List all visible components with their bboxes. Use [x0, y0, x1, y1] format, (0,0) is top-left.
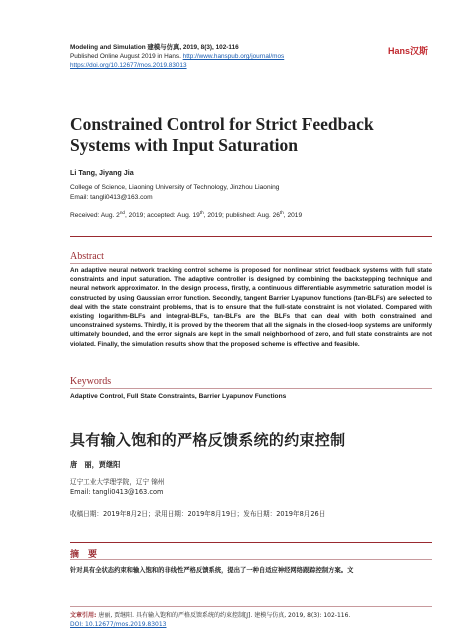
cn-paper-title: 具有输入饱和的严格反馈系统的约束控制 — [70, 431, 346, 449]
keywords-text: Adaptive Control, Full State Constraints, Barrier Lyapunov Functions — [70, 393, 287, 400]
abstract-text: An adaptive neural network tracking control scheme is proposed for nonlinear strict feedback systems with full state constraints and input saturation. The adaptive controller is designed by combining the backstepping technique and neural network approximator. In the design process, firstly, a continuous differentiable asymmetric saturation model is constructed by using Gaussian error function. Secondly, tangent Barrier Lyapunov functions (tan-BLFs) are selected to deal with the state constraint problems, that is to ensure that the full-state constraint is not violated. Compared with existing logarithm-BLFs and integral-BLFs, tan-BLFs are the BLFs that can deal with both constrained and unconstrained systems. Thirdly, it is proved by the theorem that all the signals in the closed-loop systems are uniformly ultimately bounded, and the error signals are kept in the small neighborhood of zero, and full state constraints are not violated. Finally, the simulation results show that the proposed scheme is effective and feasible. — [70, 267, 432, 348]
cn-dates: 收稿日期：2019年8月2日；录用日期：2019年8月19日；发布日期：2019年8月26日 — [70, 510, 326, 518]
journal-citation: Modeling and Simulation 建模与仿真, 2019, 8(3), 102-116 — [70, 44, 239, 51]
cite-rule — [70, 606, 432, 607]
accepted-sup: th — [199, 209, 204, 215]
accepted-date: , 2019; accepted: Aug. 19 — [125, 212, 200, 219]
published-date: , 2019; published: Aug. 26 — [203, 212, 280, 219]
journal-link[interactable]: http://www.hanspub.org/journal/mos — [182, 53, 285, 60]
year-suffix: , 2019 — [283, 212, 303, 219]
paper-title: Constrained Control for Strict Feedback Systems with Input Saturation — [70, 114, 374, 155]
paper-affiliation — [70, 183, 430, 202]
received-sup: nd — [119, 209, 125, 215]
abstract-top-rule — [70, 236, 432, 237]
paper-dates — [70, 209, 303, 219]
received-date: Received: Aug. 2 — [70, 212, 120, 219]
cn-affiliation-line: 辽宁工业大学理学院，辽宁 锦州 — [70, 478, 165, 486]
journal-header — [70, 43, 410, 70]
citation-block — [70, 612, 350, 629]
cn-abstract-text: 针对具有全状态约束和输入饱和的非线性严格反馈系统，提出了一种自适应神经网络跟踪控制方案。文 — [70, 567, 354, 574]
cn-abstract-heading: 摘 要 — [70, 550, 98, 560]
logo-cn: 汉斯 — [409, 47, 428, 57]
published-sup: th — [279, 209, 284, 215]
cn-affiliation — [70, 477, 164, 497]
cn-authors: 唐 丽，贾继阳 — [70, 460, 121, 469]
abstract-under-rule — [70, 263, 432, 264]
cn-abstract-under-rule — [70, 559, 432, 560]
affiliation-line: College of Science, Liaoning University of Technology, Jinzhou Liaoning — [70, 184, 280, 191]
keywords-heading: Keywords — [70, 376, 112, 387]
email-line: Email: tangli0413@163.com — [70, 193, 153, 201]
paper-authors: Li Tang, Jiyang Jia — [70, 168, 134, 177]
abstract-heading: Abstract — [70, 251, 104, 262]
doi-link[interactable]: https://doi.org/10.12677/mos.2019.83013 — [70, 62, 187, 69]
published-prefix: Published Online August 2019 in Hans. — [70, 53, 181, 60]
keywords-under-rule — [70, 388, 432, 389]
cite-doi-link[interactable]: DOI: 10.12677/mos.2019.83013 — [70, 620, 167, 628]
published-line — [70, 52, 410, 61]
cn-email-line: Email: tangli0413@163.com — [70, 488, 164, 496]
hans-logo — [388, 44, 428, 57]
citation-line — [70, 612, 350, 621]
cite-text: 唐丽, 贾继阳. 具有输入饱和的严格反馈系统的约束控制[J]. 建模与仿真, 2019, 8(3): 102-116. — [96, 612, 351, 619]
logo-en: Hans — [387, 46, 410, 56]
cn-abstract-top-rule — [70, 542, 432, 543]
cite-label: 文章引用: — [70, 612, 97, 619]
